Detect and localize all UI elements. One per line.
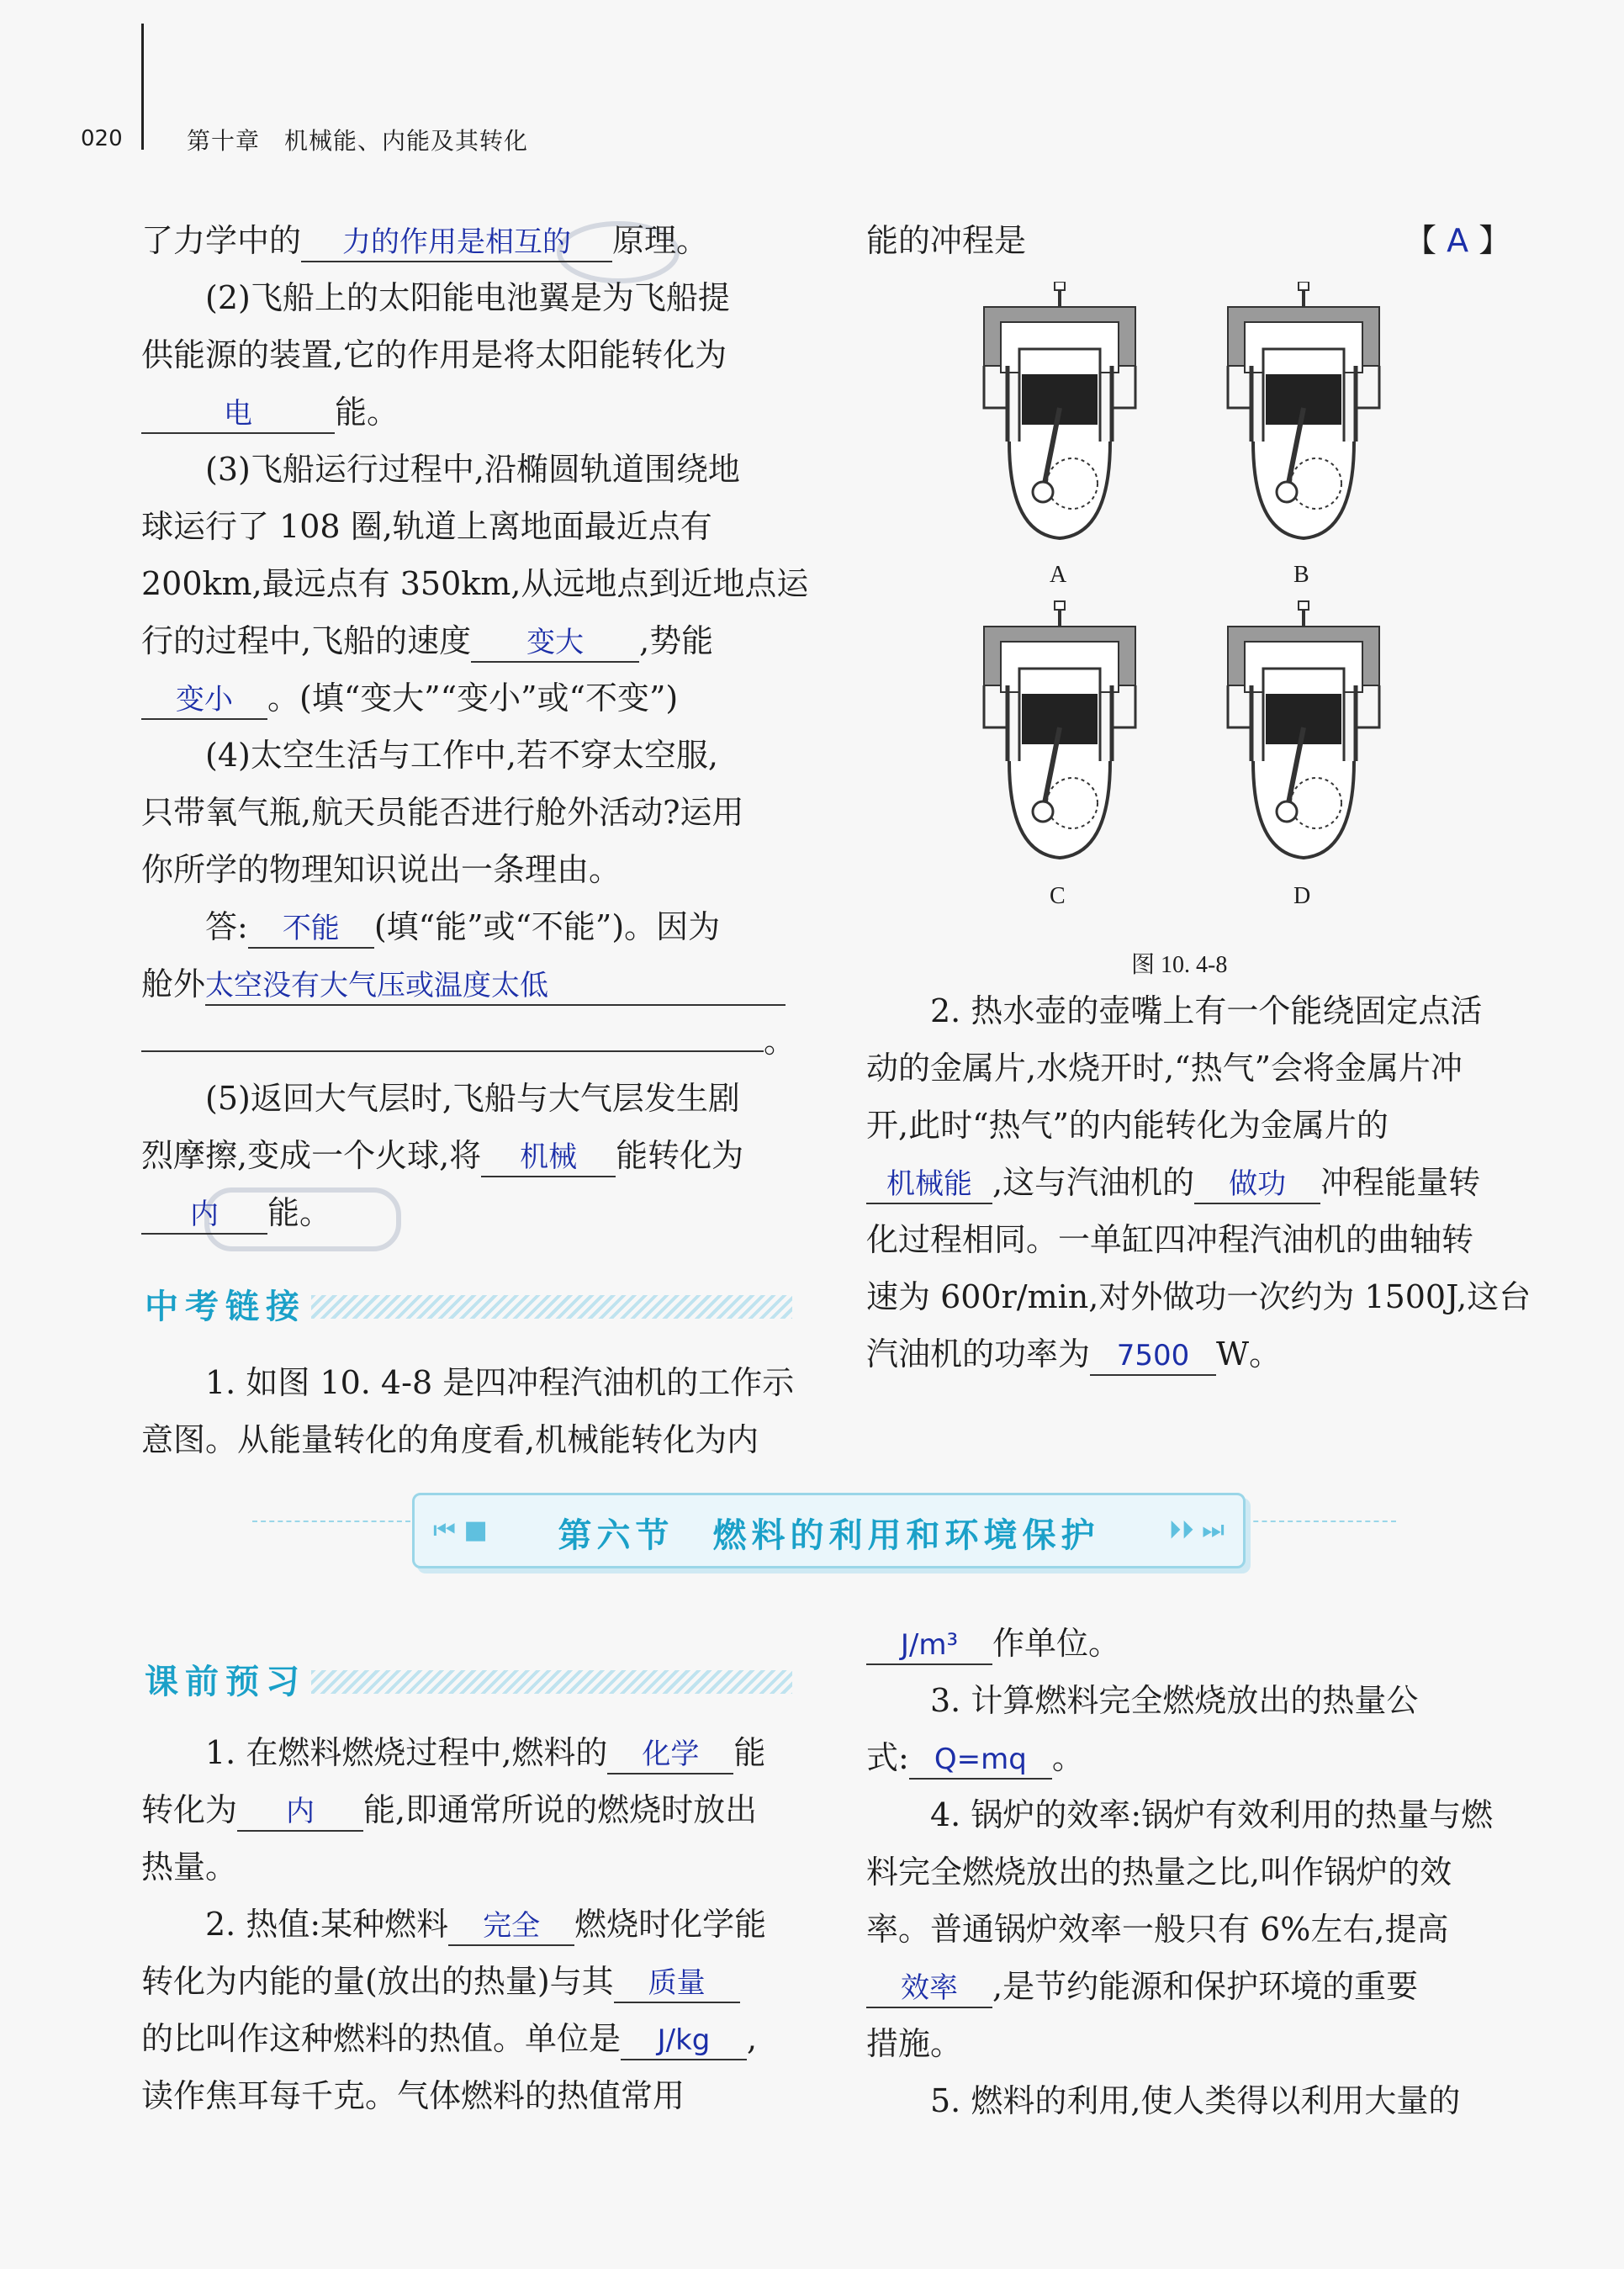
text-line: 率。普通锅炉效率一般只有 6%左右,提高 <box>866 1911 1449 1948</box>
engine-c-diagram <box>984 601 1135 858</box>
answer-blank[interactable]: Q=mq <box>909 1741 1052 1780</box>
text-line: 料完全燃烧放出的热量之比,叫作锅炉的效 <box>866 1854 1452 1891</box>
rewind-icon: ⏮ ■ <box>433 1515 488 1545</box>
text-line: 机械能 ,这与汽油机的 做功 冲程能量转 <box>866 1154 1522 1211</box>
text-line: 动的金属片,水烧开时,“热气”会将金属片冲 <box>866 1050 1463 1087</box>
heading-stripe <box>311 1295 792 1319</box>
text-line: 电 能。 <box>141 383 789 441</box>
engine-a-diagram <box>984 282 1135 538</box>
text-line: 转化为内能的量(放出的热量)与其 质量 <box>141 1953 789 2010</box>
preview-question-1: 1. 在燃料燃烧过程中,燃料的 化学 能 <box>141 1724 789 1781</box>
text-line: 。 <box>141 1013 789 1070</box>
question-2: (2)飞船上的太阳能电池翼是为飞船提 <box>205 279 730 316</box>
chapter-title: 第十章 机械能、内能及其转化 <box>187 127 529 155</box>
question-5: (5)返回大气层时,飞船与大气层发生剧 <box>205 1080 740 1117</box>
text-line: 转化为 内 能,即通常所说的燃烧时放出 <box>141 1781 789 1838</box>
engine-b-diagram <box>1228 282 1379 538</box>
empty-blank[interactable] <box>141 1017 764 1052</box>
answer-blank[interactable]: J/kg <box>621 2022 747 2060</box>
answer-blank[interactable]: 机械能 <box>866 1166 992 1204</box>
answer-blank[interactable]: 质量 <box>614 1965 740 2003</box>
text-line: 化过程相同。一单缸四冲程汽油机的曲轴转 <box>866 1221 1474 1258</box>
right-column-top <box>866 212 1522 269</box>
banner-dashline-left <box>252 1521 410 1522</box>
text-line: 变小 。(填“变大”“变小”或“不变”) <box>141 669 789 727</box>
question-2-right: 2. 热水壶的壶嘴上有一个能绕固定点活 <box>930 992 1483 1029</box>
exam-link-text <box>141 1354 795 1468</box>
answer-bracket: 【 A 】 <box>1404 222 1511 259</box>
text-line: 热量。 <box>141 1849 238 1886</box>
preview-question-5: 5. 燃料的利用,使人类得以利用大量的 <box>930 2082 1461 2119</box>
text-line: 能的冲程是 【 A 】 <box>866 212 1522 269</box>
text-line: 内 能。 <box>141 1184 789 1241</box>
text-line: 200km,最远点有 350km,从远地点到近地点运 <box>141 565 809 602</box>
text-line: 汽油机的功率为 7500 W。 <box>866 1325 1522 1383</box>
answer-blank[interactable]: 内 <box>237 1793 363 1832</box>
right-column-q2 <box>866 982 1531 1383</box>
text-line: J/m³ 作单位。 <box>866 1615 1522 1672</box>
answer-blank[interactable]: 机械 <box>481 1139 616 1177</box>
text-line: 行的过程中,飞船的速度 变大 ,势能 <box>141 612 789 669</box>
text-line: 意图。从能量转化的角度看,机械能转化为内 <box>141 1421 759 1458</box>
text-line: 效率 ,是节约能源和保护环境的重要 <box>866 1958 1522 2015</box>
text-line: 烈摩擦,变成一个火球,将 机械 能转化为 <box>141 1127 789 1184</box>
section-heading-preview: 课前预习 <box>145 1663 306 1701</box>
text-line: 读作焦耳每千克。气体燃料的热值常用 <box>141 2077 685 2114</box>
answer-blank[interactable]: 变大 <box>471 624 639 663</box>
answer-blank[interactable]: 电 <box>141 395 335 434</box>
figure-label-a: A <box>1050 562 1067 588</box>
preview-question-2: 2. 热值:某种燃料 完全 燃烧时化学能 <box>141 1896 789 1953</box>
answer-blank[interactable]: 7500 <box>1090 1337 1216 1376</box>
left-column-top <box>141 212 809 1241</box>
text-line: 只带氧气瓶,航天员能否进行舱外活动?运用 <box>141 794 744 831</box>
text-line: 供能源的装置,它的作用是将太阳能转化为 <box>141 336 727 373</box>
answer-blank[interactable]: 太空没有大气压或温度太低 <box>205 967 786 1006</box>
text-line: 球运行了 108 圈,轨道上离地面最近点有 <box>141 508 712 545</box>
answer-blank[interactable]: 不能 <box>248 910 374 949</box>
answer-blank[interactable]: 做功 <box>1194 1166 1320 1204</box>
text-line: 你所学的物理知识说出一条理由。 <box>141 851 622 888</box>
answer-blank[interactable]: 变小 <box>141 681 267 720</box>
exam-question-1: 1. 如图 10. 4-8 是四冲程汽油机的工作示 <box>205 1364 795 1401</box>
answer-blank[interactable]: 完全 <box>448 1907 574 1946</box>
section-banner <box>412 1493 1246 1568</box>
figure-label-d: D <box>1293 883 1311 909</box>
text-line: 答: 不能 (填“能”或“不能”)。因为 <box>141 898 789 955</box>
section-heading-exam: 中考链接 <box>145 1288 306 1326</box>
question-3: (3)飞船运行过程中,沿椭圆轨道围绕地 <box>205 451 740 488</box>
banner-title: 第六节 燃料的利用和环境保护 <box>558 1516 1100 1555</box>
answer-blank[interactable]: 内 <box>141 1196 267 1235</box>
answer-choice[interactable]: A <box>1447 222 1469 259</box>
figure-label-c: C <box>1050 883 1066 909</box>
answer-blank[interactable]: J/m³ <box>866 1626 992 1665</box>
engine-figure <box>967 282 1404 921</box>
text-line: 舱外太空没有大气压或温度太低 <box>141 955 789 1013</box>
answer-blank[interactable]: 力的作用是相互的 <box>301 224 612 262</box>
forward-icon: ⏵⏵ ⏭ <box>1168 1515 1225 1545</box>
figure-label-b: B <box>1293 562 1309 588</box>
right-column-bottom <box>866 1615 1522 2129</box>
text-line: 速为 600r/min,对外做功一次约为 1500J,这台 <box>866 1278 1531 1315</box>
page-number: 020 <box>81 126 123 151</box>
figure-caption: 图 10. 4-8 <box>1131 952 1228 978</box>
engine-d-diagram <box>1228 601 1379 858</box>
text-line: 开,此时“热气”的内能转化为金属片的 <box>866 1107 1389 1144</box>
text-line: 式: Q=mq 。 <box>866 1729 1522 1786</box>
text-line: 措施。 <box>866 2025 963 2062</box>
banner-dashline-right <box>1245 1521 1396 1522</box>
heading-stripe <box>311 1670 792 1694</box>
header-rule <box>141 24 144 150</box>
question-4: (4)太空生活与工作中,若不穿太空服, <box>205 737 718 774</box>
left-column-bottom <box>141 1724 789 2124</box>
text-line: 的比叫作这种燃料的热值。单位是 J/kg , <box>141 2010 789 2067</box>
preview-question-3: 3. 计算燃料完全燃烧放出的热量公 <box>930 1682 1419 1719</box>
preview-question-4: 4. 锅炉的效率:锅炉有效利用的热量与燃 <box>930 1796 1494 1833</box>
text-line: 了力学中的 力的作用是相互的 原理。 <box>141 212 789 269</box>
answer-blank[interactable]: 效率 <box>866 1970 992 2008</box>
answer-blank[interactable]: 化学 <box>607 1736 733 1774</box>
